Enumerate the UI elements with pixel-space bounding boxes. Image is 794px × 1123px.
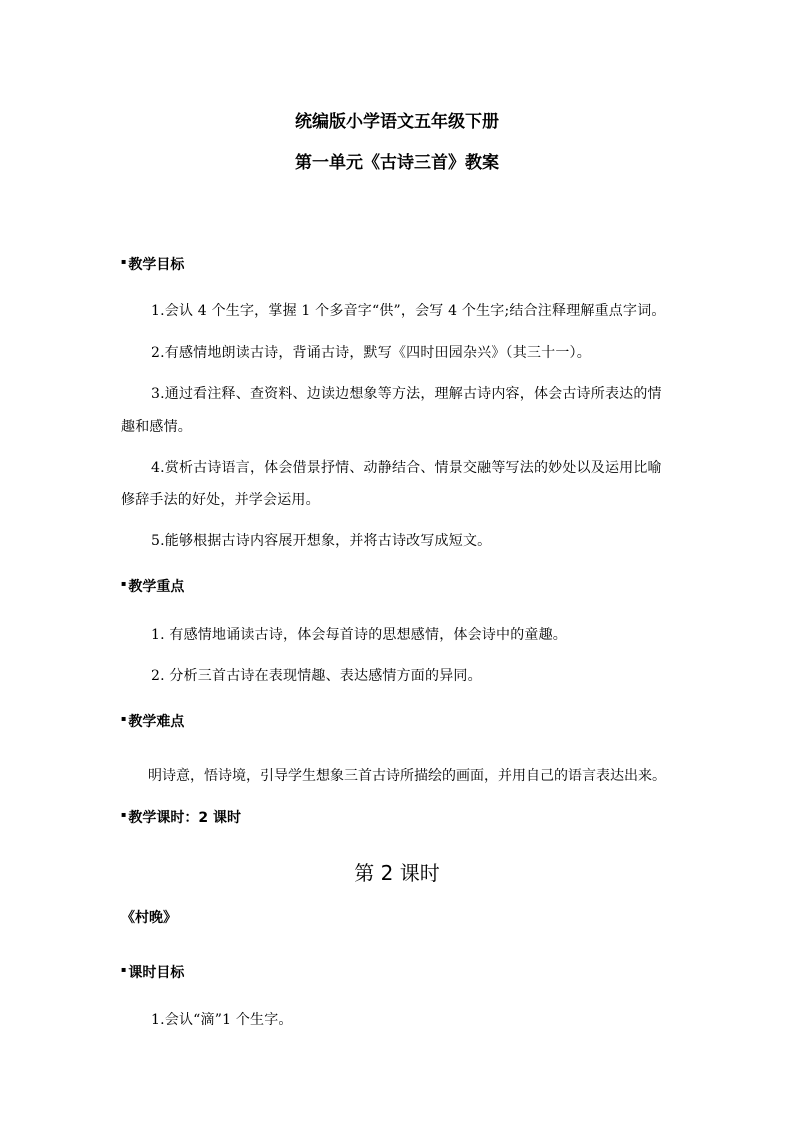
objective-item-4: 4.赏析古诗语言，体会借景抒情、动静结合、情景交融等写法的妙处以及运用比喻 <box>151 460 662 476</box>
objective-item-5: 5.能够根据古诗内容展开想象，并将古诗改写成短文。 <box>151 533 492 549</box>
bullet-icon: ▪ <box>121 810 127 819</box>
section-heading-key-points <box>121 576 184 596</box>
bullet-icon: ▪ <box>121 714 127 723</box>
difficulty-text: 明诗意，悟诗境，引导学生想象三首古诗所描绘的画面，并用自己的语言表达出来。 <box>148 768 666 784</box>
section-heading-label: 教学难点 <box>128 714 185 730</box>
section-heading-lesson-objectives <box>121 962 184 982</box>
bullet-icon: ▪ <box>121 579 127 588</box>
objective-item-1: 1.会认 4 个生字，掌握 1 个多音字“供”，会写 4 个生字;结合注释理解重点字词。 <box>151 303 666 319</box>
section-heading-label: 教学课时：2 课时 <box>128 810 242 826</box>
objective-item-3-cont: 趣和感情。 <box>121 419 192 435</box>
section-heading-objectives <box>121 254 184 274</box>
key-point-item-1: 1. 有感情地诵读古诗，体会每首诗的思想感情，体会诗中的童趣。 <box>151 627 568 643</box>
objective-item-3: 3.通过看注释、查资料、边读边想象等方法，理解古诗内容，体会古诗所表达的情 <box>151 386 662 402</box>
section-heading-difficulties <box>121 711 184 731</box>
bullet-icon: ▪ <box>121 965 127 974</box>
document-title-line2: 第一单元《古诗三首》教案 <box>295 153 499 173</box>
objective-item-2: 2.有感情地朗读古诗，背诵古诗，默写《四时田园杂兴》（其三十一）。 <box>151 345 591 361</box>
poem-title: 《村晚》 <box>121 910 177 926</box>
lesson-title: 第 2 课时 <box>354 861 440 885</box>
key-point-item-2: 2. 分析三首古诗在表现情趣、表达感情方面的异同。 <box>151 668 482 684</box>
objective-item-4-cont: 修辞手法的好处，并学会运用。 <box>121 492 320 508</box>
document-title-line1: 统编版小学语文五年级下册 <box>295 112 499 132</box>
section-heading-class-hours <box>121 807 241 827</box>
lesson-objective-item-1: 1.会认“滴”1 个生字。 <box>151 1012 293 1028</box>
section-heading-label: 教学目标 <box>128 257 185 273</box>
section-heading-label: 教学重点 <box>128 579 185 595</box>
bullet-icon: ▪ <box>121 257 127 266</box>
section-heading-label: 课时目标 <box>128 965 185 981</box>
